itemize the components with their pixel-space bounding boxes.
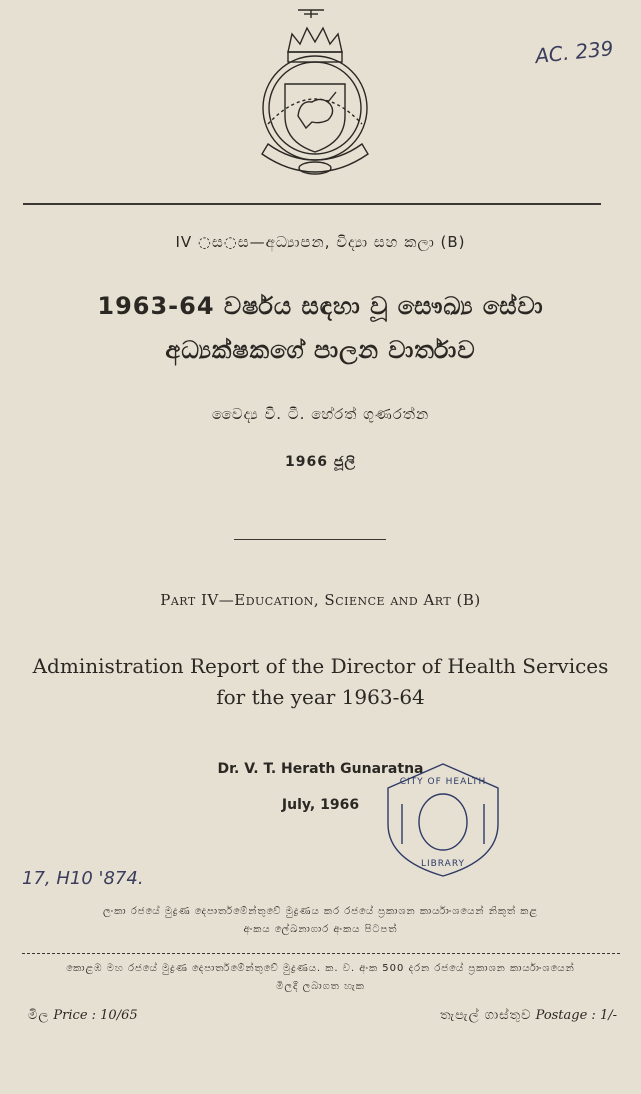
- handwritten-accession: 17, H10 '874.: [22, 868, 144, 889]
- postage-block: [440, 1008, 617, 1023]
- price-block: [28, 1008, 138, 1023]
- middle-divider: [234, 539, 386, 540]
- price-sinhala-label: මිල: [28, 1008, 50, 1023]
- english-date: July, 1966: [281, 797, 360, 813]
- english-author: Dr. V. T. Herath Gunaratna: [217, 761, 424, 777]
- stamp-bottom-text: LIBRARY: [420, 859, 466, 869]
- sinhala-note-line-1: ලංකා රජයේ මුද්‍රණ දෙපාර්තමේන්තුවේ මුද්‍රණය කර රජයේ ප්‍රකාශන කාර්යාංශයෙන් නිකුත් කළ: [102, 906, 539, 917]
- handwritten-reference: AC. 239: [533, 35, 615, 69]
- english-title-line-2: for the year 1963-64: [216, 685, 425, 709]
- dashed-divider: [22, 953, 620, 954]
- stamp-top-text: CITY OF HEALTH: [399, 777, 487, 787]
- sinhala-author: වෛද්‍ය වී. ටී. හේරත් ගුණරත්න: [211, 405, 430, 423]
- stamp-icon: [384, 760, 502, 880]
- price-value: Price : 10/65: [53, 1008, 138, 1023]
- english-title-line-1: Administration Report of the Director of Health Services: [32, 654, 609, 678]
- sinhala-title-line-2: අධ්‍යක්ෂකගේ පාලන වාර්තාව: [165, 336, 476, 364]
- sinhala-note-line-2: අංකය ලේඛනාගාර අංකය පිටපත්: [243, 924, 398, 935]
- english-part-line: Part IV—Education, Science and Art (B): [160, 591, 481, 609]
- postage-value: Postage : 1/-: [535, 1008, 617, 1023]
- government-crest: [240, 4, 390, 184]
- sinhala-publisher-line-2: මිලදී ලබාගත හැක: [276, 981, 365, 992]
- top-divider: [23, 203, 601, 205]
- series-line: IV ◌ස◌ස—අධ්‍යාපන, විද්‍යා සහ කලා (B): [175, 233, 466, 251]
- sinhala-date: 1966 ජූලි: [285, 454, 356, 470]
- sinhala-publisher-line-1: කොළඹ මහ රජයේ මුද්‍රණ දෙපාර්තමේන්තුවේ මුද්‍රණය. ක. ව. අංක 500 දරන රජයේ ප්‍රකාශන කාර්යාංශයෙන්: [66, 963, 575, 974]
- library-stamp: [384, 760, 502, 880]
- sinhala-title-line-1: 1963-64 වර්ෂය සඳහා වූ සෞඛ්‍ය සේවා: [97, 292, 544, 320]
- postage-sinhala-label: තැපැල් ගාස්තුව: [439, 1008, 532, 1023]
